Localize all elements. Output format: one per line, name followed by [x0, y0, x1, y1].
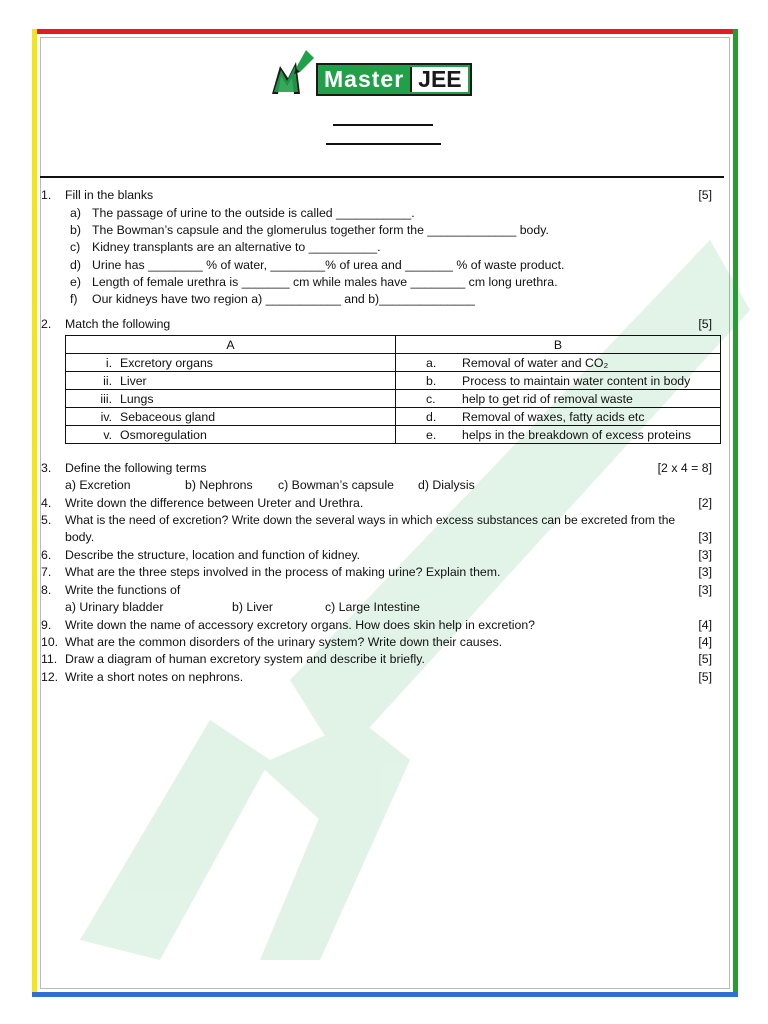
- cell-a: [66, 390, 396, 408]
- column-b-header: B: [396, 336, 721, 354]
- q8-part: a) Urinary bladder: [65, 600, 164, 614]
- term-b: Removal of water and CO₂: [462, 355, 609, 370]
- q11-number: 11.: [41, 652, 58, 666]
- q2-number: 2.: [41, 317, 52, 331]
- q5-text-line1: What is the need of excretion? Write down the several ways in which excess substances can be excreted from the: [65, 513, 676, 527]
- cell-b: [396, 354, 721, 372]
- logo-master-text: Master: [324, 66, 405, 92]
- match-table: [65, 335, 721, 444]
- table-row: [66, 390, 721, 408]
- q4-marks: [2]: [698, 496, 712, 510]
- q6-marks: [3]: [698, 548, 712, 562]
- q3-term: a) Excretion: [65, 478, 131, 492]
- header-blank-line-2: [326, 143, 441, 145]
- q8-marks: [3]: [698, 583, 712, 597]
- logo-jee-text: JEE: [410, 67, 467, 92]
- table-row: [66, 426, 721, 444]
- roman-numeral: v.: [103, 427, 112, 442]
- table-row: [66, 372, 721, 390]
- q3-term: d) Dialysis: [418, 478, 475, 492]
- q8-number: 8.: [41, 583, 52, 597]
- q7-number: 7.: [41, 565, 52, 579]
- cell-b: [396, 408, 721, 426]
- q5-text-line2: body.: [65, 530, 95, 544]
- cell-b: [396, 390, 721, 408]
- inner-frame-line-bottom: [40, 988, 730, 989]
- letter-label: a.: [426, 355, 437, 370]
- q1-item-text: Urine has ________ % of water, ________% of urea and _______ % of waste product.: [92, 258, 565, 272]
- q1-item-text: Length of female urethra is _______ cm while males have ________ cm long urethra.: [92, 275, 558, 289]
- q11-text: Draw a diagram of human excretory system and describe it briefly.: [65, 652, 425, 666]
- q9-text: Write down the name of accessory excretory organs. How does skin help in excretion?: [65, 618, 536, 632]
- q6-number: 6.: [41, 548, 52, 562]
- frame-bottom-border: [32, 992, 738, 997]
- masterjee-logo: [270, 48, 496, 98]
- q7-text: What are the three steps involved in the process of making urine? Explain them.: [65, 565, 501, 579]
- cell-a: [66, 426, 396, 444]
- cell-a: [66, 408, 396, 426]
- term-a: Osmoregulation: [120, 427, 207, 442]
- cell-b: [396, 372, 721, 390]
- q12-number: 12.: [41, 670, 59, 684]
- q3-term: c) Bowman’s capsule: [278, 478, 394, 492]
- table-row: [66, 408, 721, 426]
- q5-marks: [3]: [698, 530, 712, 544]
- match-table-header: [66, 336, 721, 354]
- frame-right-border: [733, 29, 738, 997]
- q2-title: Match the following: [65, 317, 171, 331]
- q1-item-label: b): [70, 223, 81, 237]
- term-b: Process to maintain water content in body: [462, 373, 691, 388]
- q3-marks: [2 x 4 = 8]: [657, 461, 712, 475]
- watermark-logo: [60, 200, 760, 960]
- header-rule: [40, 176, 724, 178]
- q4-text: Write down the difference between Ureter and Urethra.: [65, 496, 364, 510]
- header-blank-line-1: [333, 124, 433, 126]
- q12-text: Write a short notes on nephrons.: [65, 670, 244, 684]
- cell-a: [66, 372, 396, 390]
- term-b: helps in the breakdown of excess proteins: [462, 427, 691, 442]
- q8-part: c) Large Intestine: [325, 600, 421, 614]
- q1-number: 1.: [41, 188, 52, 202]
- cell-b: [396, 426, 721, 444]
- q1-title: Fill in the blanks: [65, 188, 154, 202]
- q1-item-text: The passage of urine to the outside is called ___________.: [92, 206, 415, 220]
- term-a: Excretory organs: [120, 355, 213, 370]
- roman-numeral: iv.: [100, 409, 112, 424]
- q3-number: 3.: [41, 461, 52, 475]
- q1-marks: [5]: [698, 188, 712, 202]
- letter-label: c.: [426, 391, 436, 406]
- term-a: Sebaceous gland: [120, 409, 216, 424]
- inner-frame-line-right: [729, 37, 730, 989]
- frame-left-border: [32, 29, 37, 997]
- term-b: help to get rid of removal waste: [462, 391, 633, 406]
- q9-marks: [4]: [698, 618, 712, 632]
- q1-item-label: a): [70, 206, 81, 220]
- q1-item-label: c): [70, 240, 81, 254]
- q8-part: b) Liver: [232, 600, 274, 614]
- roman-numeral: ii.: [103, 373, 112, 388]
- q6-text: Describe the structure, location and function of kidney.: [65, 548, 361, 562]
- q10-text: What are the common disorders of the urinary system? Write down their causes.: [65, 635, 503, 649]
- letter-label: b.: [426, 373, 437, 388]
- logo-m-rocket-icon: [270, 48, 318, 98]
- q1-item-label: f): [70, 292, 78, 306]
- letter-label: d.: [426, 409, 437, 424]
- cell-a: [66, 354, 396, 372]
- q1-item-label: e): [70, 275, 81, 289]
- q1-item-text: Our kidneys have two region a) ___________ and b)______________: [92, 292, 475, 306]
- q1-item-text: Kidney transplants are an alternative to __________.: [92, 240, 381, 254]
- q7-marks: [3]: [698, 565, 712, 579]
- q9-number: 9.: [41, 618, 52, 632]
- q10-marks: [4]: [698, 635, 712, 649]
- frame-top-border: [32, 29, 738, 34]
- q11-marks: [5]: [698, 652, 712, 666]
- term-a: Liver: [120, 373, 147, 388]
- inner-frame-line-top: [40, 37, 730, 38]
- column-a-header: A: [66, 336, 396, 354]
- q8-text: Write the functions of: [65, 583, 181, 597]
- roman-numeral: i.: [105, 355, 112, 370]
- letter-label: e.: [426, 427, 437, 442]
- q5-number: 5.: [41, 513, 52, 527]
- q1-item-label: d): [70, 258, 81, 272]
- q12-marks: [5]: [698, 670, 712, 684]
- term-a: Lungs: [120, 391, 154, 406]
- term-b: Removal of waxes, fatty acids etc: [462, 409, 645, 424]
- roman-numeral: iii.: [100, 391, 112, 406]
- logo-wordmark: [316, 63, 472, 96]
- q4-number: 4.: [41, 496, 52, 510]
- q3-title: Define the following terms: [65, 461, 207, 475]
- q1-item-text: The Bowman’s capsule and the glomerulus together form the _____________ body.: [92, 223, 549, 237]
- table-row: [66, 354, 721, 372]
- q10-number: 10.: [41, 635, 59, 649]
- q3-term: b) Nephrons: [185, 478, 253, 492]
- q2-marks: [5]: [698, 317, 712, 331]
